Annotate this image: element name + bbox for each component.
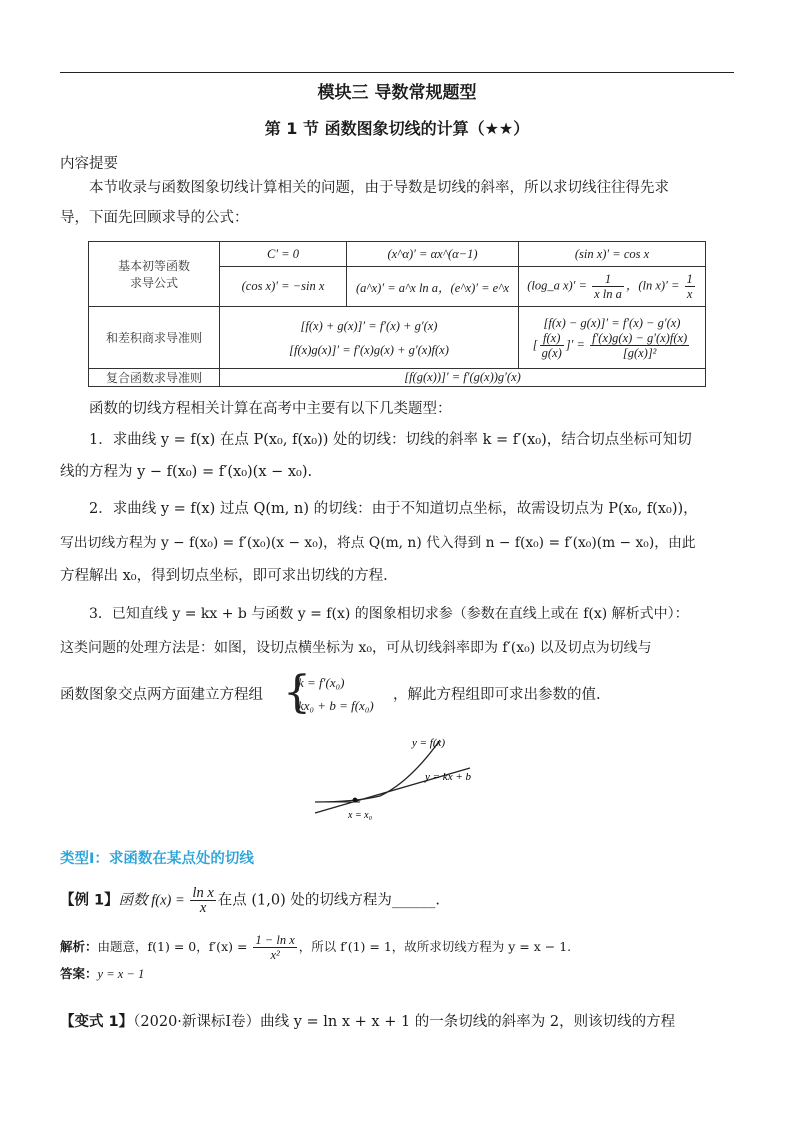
variant1-tag: 【变式 1】 xyxy=(60,1014,134,1030)
formula-log-num: 1 xyxy=(592,272,624,287)
formula-log xyxy=(519,267,706,307)
curve-f xyxy=(315,740,440,802)
intro-heading: 内容提要 xyxy=(60,156,118,172)
answer1-value: y = x − 1 xyxy=(97,967,145,981)
case2-line3: 方程解出 x₀，得到切点坐标，即可求出切线的方程. xyxy=(60,568,388,584)
formula-log-left: (log_a x)′ = xyxy=(527,278,591,293)
variant1 xyxy=(60,1010,675,1031)
formula-log-den: x ln a xyxy=(594,287,622,301)
formula-ln-frac xyxy=(685,272,695,301)
case3-line1: 3．已知直线 y = kx + b 与函数 y = f(x) 的图象相切求参（参数在直线上或在 f(x) 解析式中）： xyxy=(89,606,689,622)
intro-line-1: 本节收录与函数图象切线计算相关的问题，由于导数是切线的斜率，所以求切线往往得先求 xyxy=(89,180,669,196)
system-eq-1: k = f′(x₀) xyxy=(298,675,345,690)
case2-line1: 2．求曲线 y = f(x) 过点 Q(m, n) 的切线：由于不知道切点坐标，故需设切点为 P(x₀, f(x₀))， xyxy=(89,501,698,517)
example1-den: x xyxy=(199,900,207,916)
system-brace: { xyxy=(283,667,311,718)
line-label: y = kx + b xyxy=(425,771,471,783)
case1-line1: 1．求曲线 y = f(x) 在点 P(x₀, f(x₀)) 处的切线：切线的斜率 k = f′(x₀)，结合切点坐标可知切 xyxy=(89,432,692,448)
solution1 xyxy=(60,933,571,962)
formula-power: (x^α)′ = αx^(α−1) xyxy=(347,242,519,267)
difference-rule: [f(x) − g(x)]′ = f′(x) − g′(x) xyxy=(543,315,681,330)
formula-constant: C′ = 0 xyxy=(220,242,347,267)
formula-ln-den: x xyxy=(686,287,693,301)
basic-formula-label-line1: 基本初等函数 xyxy=(117,259,190,273)
basic-formula-label xyxy=(89,242,220,307)
formula-ln-left: ，(ln x)′ = xyxy=(625,278,683,293)
solution1-pre: 由题意，f(1) = 0，f′(x) = xyxy=(97,939,252,954)
solution1-frac xyxy=(253,933,296,962)
chain-rule-label: 复合函数求导准则 xyxy=(89,369,220,387)
section-title: 第 1 节 函数图象切线的计算（★★） xyxy=(264,119,530,138)
example1-num: ln x xyxy=(192,885,214,901)
answer1-tag: 答案： xyxy=(60,966,98,981)
basic-formula-label-line2: 求导公式 xyxy=(129,276,178,290)
sum-rule: [f(x) + g(x)]′ = f′(x) + g′(x) xyxy=(300,318,438,333)
solution1-den: x² xyxy=(270,948,280,962)
example1-frac xyxy=(190,886,215,915)
header-rule xyxy=(60,72,734,73)
quotient-lhs-den: g(x) xyxy=(541,345,562,360)
curve-label: y = f(x) xyxy=(412,737,446,749)
intro-line-2: 导，下面先回顾求导的公式： xyxy=(60,210,249,226)
case3-line3-post: ，解此方程组即可求出参数的值. xyxy=(393,687,601,703)
case1-line2: 线的方程为 y − f(x₀) = f′(x₀)(x − x₀). xyxy=(60,464,313,480)
formula-cos: (cos x)′ = −sin x xyxy=(220,267,347,307)
body-lead: 函数的切线方程相关计算在高考中主要有以下几类题型： xyxy=(89,401,452,417)
arith-rule-label: 和差积商求导准则 xyxy=(89,307,220,369)
product-rule: [f(x)g(x)]′ = f′(x)g(x) + g′(x)f(x) xyxy=(289,342,449,357)
chain-rule: [f(g(x))]′ = f′(g(x))g′(x) xyxy=(220,369,706,387)
quotient-lhs-num: f(x) xyxy=(540,331,564,346)
tangent-figure xyxy=(300,730,500,830)
case2-line2: 写出切线方程为 y − f(x₀) = f′(x₀)(x − x₀)，将点 Q(m, n) 代入得到 n − f(x₀) = f′(x₀)(m − x₀)，由此 xyxy=(60,535,696,551)
quotient-rhs xyxy=(590,331,689,360)
system-eq-2: kx₀ + b = f(x₀) xyxy=(298,698,374,713)
formula-exp: (a^x)′ = a^x ln a，(e^x)′ = e^x xyxy=(347,267,519,307)
solution1-post: ，所以 f′(1) = 1，故所求切线方程为 y = x − 1. xyxy=(298,939,572,954)
formula-sin: (sin x)′ = cos x xyxy=(519,242,706,267)
arith-rules-right xyxy=(519,307,706,369)
point-label: x = x₀ xyxy=(348,810,373,821)
quotient-rule: [ $\frac{f(x)}{g(x)}$ ]′ = $\frac{f'(x)g(x) - g'(x)f(x)}{\text{[g(x)]²}}$ xyxy=(532,330,688,360)
example1 xyxy=(60,886,440,915)
derivative-formula-table xyxy=(88,241,706,387)
quotient-lhs xyxy=(540,331,564,360)
module-title: 模块三 导数常规题型 xyxy=(317,83,477,103)
solution1-num: 1 − ln x xyxy=(255,933,295,947)
example1-tag: 【例 1】 xyxy=(60,892,119,909)
formula-ln-num: 1 xyxy=(686,272,693,286)
example1-post: 在点 (1,0) 处的切线方程为______. xyxy=(217,892,440,909)
example1-pre: 函数 f(x) = xyxy=(118,892,189,909)
formula-log-frac xyxy=(592,272,624,301)
tangent-point xyxy=(353,798,358,803)
variant1-text: （2020·新课标Ⅰ卷）曲线 y = ln x + x + 1 的一条切线的斜率为 2，则该切线的方程 xyxy=(133,1014,676,1030)
quotient-rhs-den: [g(x)]² xyxy=(622,345,657,360)
solution1-tag: 解析： xyxy=(60,939,98,954)
quotient-rhs-num: f′(x)g(x) − g′(x)f(x) xyxy=(592,330,688,345)
case3-line3-pre: 函数图象交点两方面建立方程组 xyxy=(60,687,263,703)
case3-line2: 这类问题的处理方法是：如图，设切点横坐标为 x₀，可从切线斜率即为 f′(x₀) 以及切点为切线与 xyxy=(60,640,652,656)
arith-rules-left xyxy=(220,307,519,369)
type1-heading: 类型Ⅰ：求函数在某点处的切线 xyxy=(60,851,254,867)
answer1 xyxy=(60,964,144,982)
